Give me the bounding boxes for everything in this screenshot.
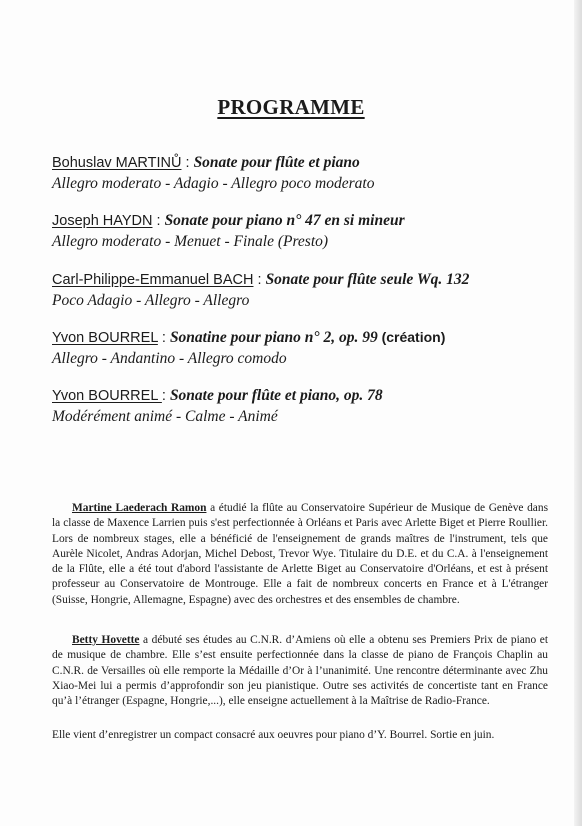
programme-work-5 (52, 385, 552, 427)
composer-name: Yvon BOURREL (52, 330, 158, 346)
movements-list: Allegro moderato - Menuet - Finale (Presto) (52, 233, 329, 250)
separator: : (181, 155, 194, 171)
work-heading (52, 385, 552, 406)
programme-work-4 (52, 327, 552, 369)
work-heading (52, 210, 552, 231)
separator: : (161, 388, 170, 404)
piece-title: Sonate pour flûte et piano, op. 78 (169, 387, 383, 404)
page-title-text: PROGRAMME (217, 95, 365, 119)
piece-title: Sonate pour flûte et piano (193, 154, 360, 171)
biography-text: a débuté ses études au C.N.R. d’Amiens où elle a obtenu ses Premiers Prix de piano et de musique de chambre. Elle s’est ensuite perfectionnée dans la classe de piano de François Chaplin au C.N.R. de Versailles où elle remporte la Médaille d’Or à l’unanimité. Une rencontre déterminante avec Zhu Xiao-Mei lui a permis d’approfondir son jeu pianistique. Outre ses activités de concertiste tant en France qu’à l’étranger (Espagne, Hongrie,...), elle enseigne actuellement à la Maîtrise de Radio-France. (52, 634, 548, 708)
programme-work-3 (52, 269, 552, 311)
biography-paragraph-1 (52, 501, 548, 608)
movements-list: Allegro moderato - Adagio - Allegro poco moderato (52, 175, 375, 192)
work-heading (52, 327, 552, 348)
work-heading (52, 152, 552, 173)
programme-work-1 (52, 152, 552, 194)
work-heading (52, 269, 552, 290)
page-title (0, 94, 582, 120)
movements-list: Allegro - Andantino - Allegro comodo (52, 350, 287, 367)
movements-list: Poco Adagio - Allegro - Allegro (52, 292, 250, 309)
composer-name: Bohuslav MARTINŮ (52, 155, 182, 171)
separator: : (157, 330, 170, 346)
composer-name: Joseph HAYDN (52, 213, 153, 229)
separator: : (152, 213, 165, 229)
piece-title: Sonate pour piano n° 47 en si mineur (164, 212, 405, 229)
piece-title: Sonate pour flûte seule Wq. 132 (265, 271, 470, 288)
composer-name: Yvon BOURREL (52, 388, 162, 404)
movements-list: Modérément animé - Calme - Animé (52, 408, 278, 425)
separator: : (253, 272, 266, 288)
performer-name: Betty Hovette (72, 634, 140, 646)
biography-paragraph-2 (52, 633, 548, 709)
performer-name: Martine Laederach Ramon (72, 502, 207, 514)
composer-name: Carl-Philippe-Emmanuel BACH (52, 272, 254, 288)
piece-title: Sonatine pour piano n° 2, op. 99 (169, 329, 378, 346)
programme-work-2 (52, 210, 552, 252)
piece-note: (création) (377, 329, 446, 345)
biography-text: a étudié la flûte au Conservatoire Supérieur de Musique de Genève dans la classe de Maxence Larrien puis s'est perfectionnée à Orléans et Paris avec Arlette Biget et Pierre Roullier. Lors de nombreux stages, elle a bénéficié de l'enseignement de grands maîtres de l'instrument, tels que Aurèle Nicolet, Andras Adorjan, Michel Debost, Trevor Wye. Titulaire du D.E. et du C.A. à l'enseignement de la Flûte, elle a été tout d'abord l'assistante de Arlette Biget au Conservatoire d'Orléans, et est à présent professeur au Conservatoire de Montrouge. Elle a fait de nombreux concerts en France et à L'étranger (Suisse, Hongrie, Allemagne, Espagne) avec des orchestres et des ensembles de chambre. (52, 502, 548, 606)
biography-closing-line: Elle vient d’enregistrer un compact consacré aux oeuvres pour piano d’Y. Bourrel. Sortie en juin. (52, 729, 495, 741)
page-edge-shadow (574, 0, 582, 826)
